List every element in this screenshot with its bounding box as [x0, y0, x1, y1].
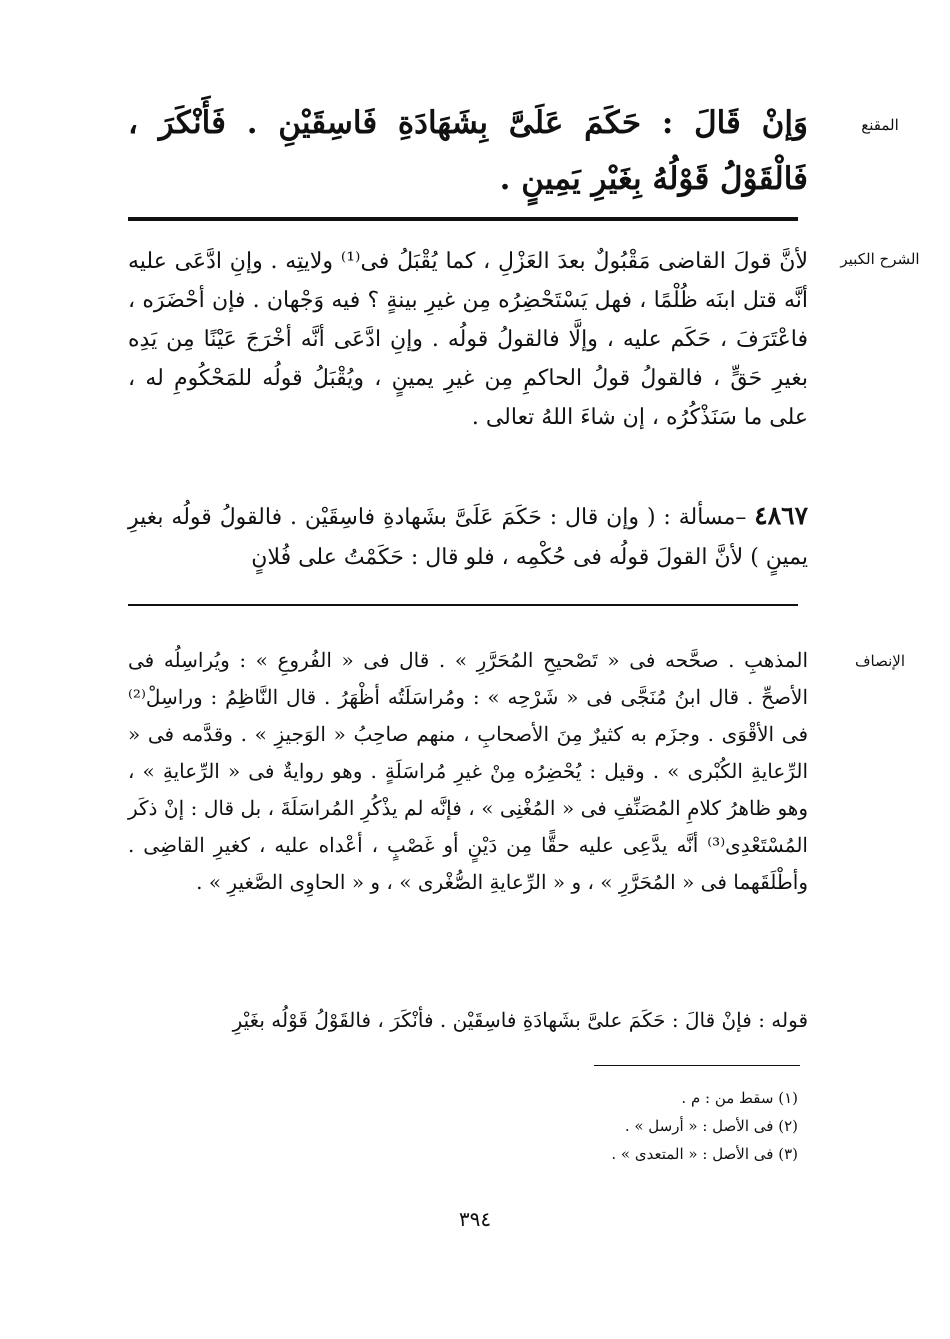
- masala-text: –مسألة : ( وإن قال : حَكَمَ عَلَىَّ بشَهادةِ فاسِقَيْن . فالقولُ قولُه بغيرِ يمينٍ ) لأنَّ القولَ قولُه فى حُكْمِه ، فلو قال : حَكَمْتُ على فُلانٍ: [128, 505, 808, 570]
- page-number: ٣٩٤: [458, 1207, 492, 1231]
- footnote-2: (٢) فى الأصل : « أرسل » .: [624, 1117, 798, 1135]
- sharh-text: [128, 242, 808, 437]
- sharh-label: الشرح الكبير: [840, 250, 920, 268]
- muqni-label: المقنع: [861, 116, 899, 134]
- section-divider-thin: [128, 604, 798, 606]
- footnote-3: (٣) فى الأصل : « المتعدى » .: [611, 1145, 798, 1163]
- footnote-divider: [594, 1065, 800, 1066]
- qawl-block: [128, 1002, 808, 1039]
- insaf-paragraph: المذهبِ . صحَّحه فى « تَصْحيحِ المُحَرَّرِ » . قال فى « الفُروعِ » : ويُراسِلُه فى الأصحِّ . قال ابنُ مُنَجَّى فى « شَرْحِه » : ومُراسَلَتُه أظْهَرُ . قال النَّاظِمُ : وراسِلْ⁽²⁾ فى الأقْوَى . وجزَم به كثيرٌ مِنَ الأصحابِ ، منهم صاحِبُ « الوَجيزِ » . وقدَّمه فى « الرِّعايةِ الكُبْرى » . وقيل : يُحْضِرُه مِنْ غيرِ مُراسَلَةٍ . وهو روايةٌ فى « الرِّعايةِ » ، وهو ظاهرُ كلامِ المُصَنِّفِ فى « المُغْنِى » ، فإنَّه لم يذْكُرِ المُراسَلَةَ ، بل قال : إنْ ذكَر المُسْتَعْدِى⁽³⁾ أنَّه يدَّعِى عليه حقًّا مِن دَيْنٍ أو غَصْبٍ ، أعْداه عليه ، كغيرِ القاضِى . وأطْلَقَهما فى « المُحَرَّرِ » ، و « الرِّعايةِ الصُّغْرى » ، و « الحاوِى الصَّغيرِ » .: [128, 648, 808, 894]
- section-divider-thick: [128, 217, 798, 221]
- masala-number: ٤٨٦٧: [754, 501, 808, 530]
- masala-block: [128, 496, 808, 578]
- qawl-paragraph: قوله : فإنْ قالَ : حَكَمَ علىَّ بشَهادَةِ فاسِقَيْن . فأنْكَرَ ، فالقَوْلُ قَوْلُه بغَيْرِ: [232, 1008, 808, 1032]
- muqni-paragraph: وَإنْ قَالَ : حَكَمَ عَلَىَّ بِشَهَادَةِ فَاسِقَيْنِ . فَأَنْكَرَ ، فَالْقَوْلُ قَوْلُهُ بِغَيْرِ يَمِينٍ .: [128, 105, 808, 197]
- sharh-paragraph: لأنَّ قولَ القاضى مَقْبُولٌ بعدَ العَزْلِ ، كما يُقْبَلُ فى⁽¹⁾ ولايتِه . وإنِ ادَّعَى عليه أنَّه قتل ابنَه ظُلْمًا ، فهل يَسْتَحْضِرُه مِن غيرِ بينةٍ ؟ فيه وَجْهان . فإن أحْضَرَه ، فاعْتَرَفَ ، حَكَم عليه ، وإلَّا فالقولُ قولُه . وإنِ ادَّعَى أنَّه أخْرَجَ عَيْنًا مِن يَدِه بغيرِ حَقٍّ ، فالقولُ قولُ الحاكمِ مِن غيرِ يمينٍ ، ويُقْبَلُ قولُه للمَحْكُومِ له ، على ما سَنَذْكُرُه ، إن شاءَ اللهُ تعالى .: [128, 249, 808, 430]
- footnotes: [298, 1084, 798, 1168]
- footnote-1: (١) سقط من : م .: [681, 1089, 798, 1107]
- insaf-label: الإنصاف: [854, 652, 906, 670]
- muqni-text: [128, 95, 808, 207]
- masala-paragraph: [128, 496, 808, 578]
- insaf-text: [128, 642, 808, 901]
